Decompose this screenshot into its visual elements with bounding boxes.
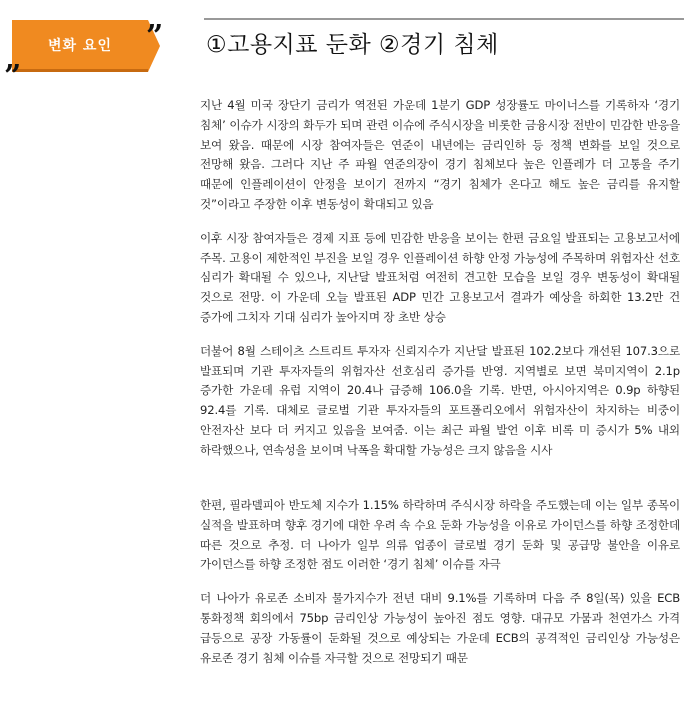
paragraph-3: 더불어 8월 스테이츠 스트리트 투자자 신뢰지수가 지난달 발표된 102.2보다 개선된 107.3으로 발표되며 기관 투자자들의 위험자산 선호심리 증가를 반영. 지역별로 보면 북미지역이 2.1p 증가한 가운데 유럽 지역이 20.4나 급증해 106.0을 기록. 반면, 아시아지역은 0.9p 하향된 92.4를 기록. 대체로 글로벌 기관 투자자들의 포트폴리오에서 위험자산이 차지하는 비중이 안전자산 보다 더 커지고 있음을 보여줌. 이는 최근 파월 발언 이후 비록 미 증시가 5% 내외 하락했으나, 연속성을 보이며 낙폭을 확대할 가능성은 크지 않음을 시사 bbox=[200, 343, 680, 457]
title-divider bbox=[204, 18, 684, 20]
open-quote-mark: ” bbox=[4, 59, 22, 94]
body-block-1 bbox=[200, 96, 680, 475]
paragraph-1: 지난 4월 미국 장단기 금리가 역전된 가운데 1분기 GDP 성장률도 마이너스를 기록하자 ‘경기 침체’ 이슈가 시장의 화두가 되며 관련 이슈에 주식시장을 비롯한 금융시장 전반이 민감한 반응을 보여 왔음. 때문에 시장 참여자들은 연준이 내년에는 금리인하 등 정책 변화를 보일 것으로 전망해 왔음. 그러다 지난 주 파월 연준의장이 경기 침체보다 높은 인플레가 더 고통을 주기 때문에 인플레이션이 안정을 보이기 전까지 “경기 침체가 온다고 해도 높은 금리를 유지할 것”이라고 주장한 이후 변동성이 확대되고 있음 bbox=[200, 98, 680, 211]
paragraph-5: 더 나아가 유로존 소비자 물가지수가 전년 대비 9.1%를 기록하며 다음 주 8일(목) 있을 ECB 통화정책 회의에서 75bp 금리인상 가능성이 높아진 점도 영향. 대규모 가뭄과 천연가스 가격 급등으로 공장 가동률이 둔화될 것으로 예상되는 가운데 ECB의 공격적인 금리인상 가능성은 유로존 경기 침체 이슈를 자극할 것으로 전망되기 때문 bbox=[200, 591, 680, 665]
paragraph-4: 한편, 필라델피아 반도체 지수가 1.15% 하락하며 주식시장 하락을 주도했는데 이는 일부 종목이 실적을 발표하며 향후 경기에 대한 우려 속 수요 둔화 가능성을 이유로 가이던스를 하향 조정한데 따른 것으로 추정. 더 나아가 일부 의류 업종이 글로벌 경기 둔화 및 공급망 불안을 이유로 가이던스를 하향 조정한 점도 이러한 ‘경기 침체’ 이슈를 자극 bbox=[200, 498, 680, 572]
badge-label: 변화 요인 bbox=[12, 20, 148, 72]
close-quote-mark: ” bbox=[146, 19, 164, 54]
body-block-2 bbox=[200, 496, 680, 682]
section-title: ①고용지표 둔화 ②경기 침체 bbox=[206, 32, 499, 58]
section-badge bbox=[4, 16, 164, 94]
paragraph-2: 이후 시장 참여자들은 경제 지표 등에 민감한 반응을 보이는 한편 금요일 발표되는 고용보고서에 주목. 고용이 제한적인 부진을 보일 경우 인플레이션 하향 안정 가능성에 주목하며 위험자산 선호 심리가 확대될 수 있으나, 지난달 발표처럼 여전히 견고한 모습을 보일 경우 변동성이 확대될 것으로 전망. 이 가운데 오늘 발표된 ADP 민간 고용보고서 결과가 예상을 하회한 13.2만 건 증가에 그치자 기대 심리가 높아지며 장 초반 상승 bbox=[200, 230, 680, 324]
